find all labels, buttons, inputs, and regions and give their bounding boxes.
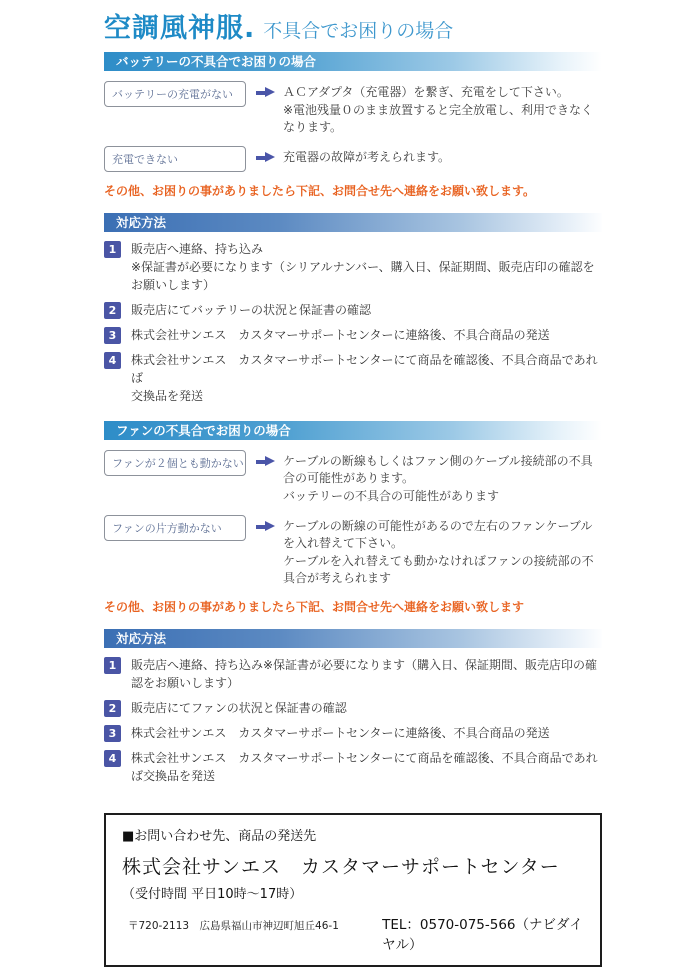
battery-steps (104, 240, 602, 405)
answer-line: バッテリーの不具合の可能性があります (283, 489, 500, 503)
step-line: ※保証書が必要になります（シリアルナンバー、購入日、保証期間、販売店印の確認をお願いします） (131, 260, 595, 292)
answer-line: 充電器の故障が考えられます。 (283, 150, 451, 164)
step-line: 販売店へ連絡、持ち込み (131, 242, 264, 256)
step-line: 交換品を発送 (131, 389, 204, 403)
brand-logo: 空調風神服. (104, 13, 256, 44)
fan-answer-1 (283, 450, 602, 506)
battery-answer-2 (283, 146, 450, 167)
contact-bottom-row (122, 913, 584, 953)
answer-line: ケーブルを入れ替えても動かなければファンの接続部の不具合が考えられます (283, 554, 594, 585)
fan-contact-note: その他、お困りの事がありましたら下記、お問合せ先へ連絡をお願い致します (104, 600, 525, 614)
step-text: 株式会社サンエス カスタマーサポートセンターに連絡後、不具合商品の発送 (131, 328, 550, 342)
fan-step-1 (104, 656, 602, 692)
step-number-badge: 2 (104, 302, 121, 319)
step-number-badge: 3 (104, 725, 121, 742)
contact-phone: TEL：0570-075-566（ナビダイヤル） (382, 917, 583, 953)
section-header-fan-methods: 対応方法 (104, 629, 602, 648)
section-header-battery: バッテリーの不具合でお困りの場合 (104, 52, 602, 71)
battery-symptom-box-1: バッテリーの充電がない (104, 81, 246, 107)
battery-step-4 (104, 351, 602, 405)
step-number-badge: 4 (104, 352, 121, 369)
fan-qa-row-1 (104, 450, 602, 506)
battery-step-2 (104, 301, 602, 319)
arrow-right-icon (256, 87, 275, 98)
fan-steps (104, 656, 602, 785)
step-text (131, 351, 602, 405)
battery-qa-row-2 (104, 146, 602, 172)
fan-step-2 (104, 699, 602, 717)
section-header-battery-methods: 対応方法 (104, 213, 602, 232)
step-text: 株式会社サンエス カスタマーサポートセンターに連絡後、不具合商品の発送 (131, 726, 550, 740)
arrow-right-icon (256, 456, 275, 467)
fan-answer-2 (283, 515, 602, 588)
answer-line: ケーブルの断線もしくはファン側のケーブル接続部の不具合の可能性があります。 (283, 454, 593, 485)
contact-heading: ■お問い合わせ先、商品の発送先 (122, 829, 317, 844)
step-number-badge: 1 (104, 241, 121, 258)
arrow-right-icon (256, 152, 275, 163)
contact-company-name: 株式会社サンエス カスタマーサポートセンター (122, 856, 560, 878)
step-line: 株式会社サンエス カスタマーサポートセンターにて商品を確認後、不具合商品であれば (131, 353, 598, 385)
page-content (104, 6, 602, 967)
battery-qa-row-1 (104, 81, 602, 137)
step-number-badge: 4 (104, 750, 121, 767)
battery-contact-note: その他、お困りの事がありましたら下記、お問合せ先へ連絡をお願い致します。 (104, 184, 536, 198)
section-header-fan: ファンの不具合でお困りの場合 (104, 421, 602, 440)
battery-step-3 (104, 326, 602, 344)
step-text (131, 240, 602, 294)
step-text: 販売店にてバッテリーの状況と保証書の確認 (131, 303, 372, 317)
answer-line: ※電池残量０のまま放置すると完全放電し、利用できなくなります。 (283, 103, 594, 134)
fan-symptom-box-2: ファンの片方動かない (104, 515, 246, 541)
arrow-right-icon (256, 521, 275, 532)
battery-answer-1 (283, 81, 602, 137)
answer-line: ケーブルの断線の可能性があるので左右のファンケーブルを入れ替えて下さい。 (283, 519, 593, 550)
page-title-text: 不具合でお困りの場合 (263, 20, 454, 42)
step-text: 株式会社サンエス カスタマーサポートセンターにて商品を確認後、不具合商品であれば交換品を発送 (131, 751, 598, 783)
fan-symptom-box-1: ファンが２個とも動かない (104, 450, 246, 476)
step-text: 販売店にてファンの状況と保証書の確認 (131, 701, 347, 715)
fan-qa-row-2 (104, 515, 602, 588)
contact-address: 〒720-2113 広島県福山市神辺町旭丘46-1 (128, 920, 339, 932)
answer-line: ＡＣアダプタ（充電器）を繋ぎ、充電をして下さい。 (283, 85, 569, 99)
fan-step-4 (104, 749, 602, 785)
fan-step-3 (104, 724, 602, 742)
battery-step-1 (104, 240, 602, 294)
page-title (104, 6, 602, 45)
step-text: 販売店へ連絡、持ち込み※保証書が必要になります（購入日、保証期間、販売店印の確認をお願いします） (131, 658, 598, 690)
battery-symptom-box-2: 充電できない (104, 146, 246, 172)
step-number-badge: 1 (104, 657, 121, 674)
step-number-badge: 3 (104, 327, 121, 344)
step-number-badge: 2 (104, 700, 121, 717)
contact-info-box (104, 813, 602, 967)
contact-hours: （受付時間 平日10時～17時） (122, 887, 303, 902)
